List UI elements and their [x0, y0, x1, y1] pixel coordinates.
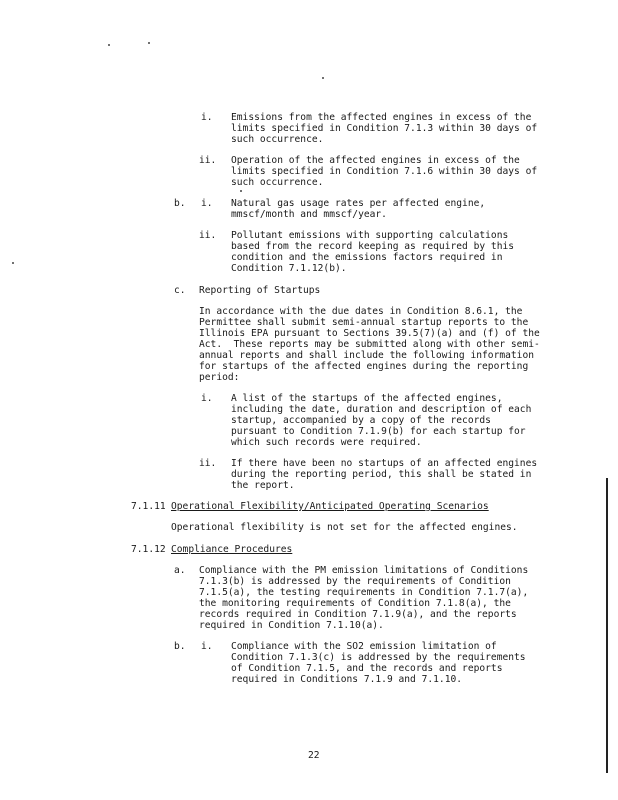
page-number: 22 [308, 750, 320, 761]
item-c-i-line-1: A list of the startups of the affected engines, [231, 393, 503, 404]
item-c-para-line-4: Act. These reports may be submitted along with other semi- [199, 339, 540, 350]
item-b-ii-number: ii. [199, 230, 217, 241]
item-c-ii-number: ii. [199, 458, 217, 469]
scan-speck [12, 262, 14, 264]
scan-speck [240, 190, 242, 192]
item-b-ii-line-1: Pollutant emissions with supporting calculations [231, 230, 509, 241]
item-b-ii-line-2: based from the record keeping as required by this [231, 241, 515, 252]
item-7-1-12-b-line-2: Condition 7.1.3(c) is addressed by the requirements [231, 652, 526, 663]
item-7-1-12-b-line-3: of Condition 7.1.5, and the records and reports [231, 663, 503, 674]
item-b-i-number: i. [201, 198, 213, 209]
item-c-para-line-2: Permittee shall submit semi-annual startup reports to the [199, 317, 529, 328]
item-c-ii-line-1: If there have been no startups of an affected engines [231, 458, 538, 469]
item-e-i-line-1: Emissions from the affected engines in excess of the [231, 112, 532, 123]
item-c-para-line-1: In accordance with the due dates in Condition 8.6.1, the [199, 306, 523, 317]
item-7-1-12-b-letter: b. [174, 641, 186, 652]
item-c-letter: c. [174, 285, 186, 296]
item-7-1-12-a-line-5: records required in Condition 7.1.9(a), and the reports [199, 609, 517, 620]
item-e-ii-line-1: Operation of the affected engines in excess of the [231, 155, 520, 166]
scan-speck [322, 77, 324, 79]
item-7-1-12-a-line-6: required in Condition 7.1.10(a). [199, 620, 384, 631]
item-c-heading: Reporting of Startups [199, 285, 321, 296]
item-c-i-line-2: including the date, duration and description of each [231, 404, 532, 415]
item-b-letter: b. [174, 198, 186, 209]
item-b-ii-line-3: condition and the emissions factors required in [231, 252, 503, 263]
item-e-ii-number: ii. [199, 155, 217, 166]
item-c-i-line-3: startup, accompanied by a copy of the records [231, 415, 491, 426]
item-7-1-12-a-line-2: 7.1.3(b) is addressed by the requirements of Condition [199, 576, 511, 587]
section-7-1-12-number: 7.1.12 [131, 544, 166, 555]
item-7-1-12-a-line-1: Compliance with the PM emission limitations of Conditions [199, 565, 529, 576]
item-c-ii-line-2: during the reporting period, this shall be stated in [231, 469, 532, 480]
item-e-ii-line-3: such occurrence. [231, 177, 324, 188]
item-b-i-line-1: Natural gas usage rates per affected engine, [231, 198, 486, 209]
section-7-1-11-text: Operational flexibility is not set for the affected engines. [171, 522, 518, 533]
item-c-para-line-3: Illinois EPA pursuant to Sections 39.5(7)(a) and (f) of the [199, 328, 540, 339]
scan-speck [108, 44, 110, 46]
item-c-para-line-7: period: [199, 372, 240, 383]
item-c-para-line-5: annual reports and shall include the following information [199, 350, 535, 361]
item-c-i-line-5: which such records were required. [231, 437, 422, 448]
section-7-1-11-heading: Operational Flexibility/Anticipated Operating Scenarios [171, 501, 489, 512]
item-c-para-line-6: for startups of the affected engines during the reporting [199, 361, 529, 372]
item-7-1-12-a-line-3: 7.1.5(a), the testing requirements in Condition 7.1.7(a), [199, 587, 529, 598]
section-7-1-12-heading: Compliance Procedures [171, 544, 293, 555]
item-7-1-12-a-letter: a. [174, 565, 186, 576]
item-7-1-12-a-line-4: the monitoring requirements of Condition 7.1.8(a), the [199, 598, 511, 609]
item-7-1-12-b-line-4: required in Conditions 7.1.9 and 7.1.10. [231, 674, 463, 685]
scan-speck [148, 42, 150, 44]
item-7-1-12-b-i-number: i. [201, 641, 213, 652]
item-e-ii-line-2: limits specified in Condition 7.1.6 within 30 days of [231, 166, 538, 177]
item-b-i-line-2: mmscf/month and mmscf/year. [231, 209, 387, 220]
item-c-i-line-4: pursuant to Condition 7.1.9(b) for each startup for [231, 426, 526, 437]
item-c-ii-line-3: the report. [231, 480, 295, 491]
revision-margin-bar [606, 478, 608, 773]
item-b-ii-line-4: Condition 7.1.12(b). [231, 263, 347, 274]
item-c-i-number: i. [201, 393, 213, 404]
item-e-i-line-3: such occurrence. [231, 134, 324, 145]
item-7-1-12-b-line-1: Compliance with the SO2 emission limitation of [231, 641, 497, 652]
item-e-i-line-2: limits specified in Condition 7.1.3 within 30 days of [231, 123, 538, 134]
section-7-1-11-number: 7.1.11 [131, 501, 166, 512]
item-e-i-number: i. [201, 112, 213, 123]
